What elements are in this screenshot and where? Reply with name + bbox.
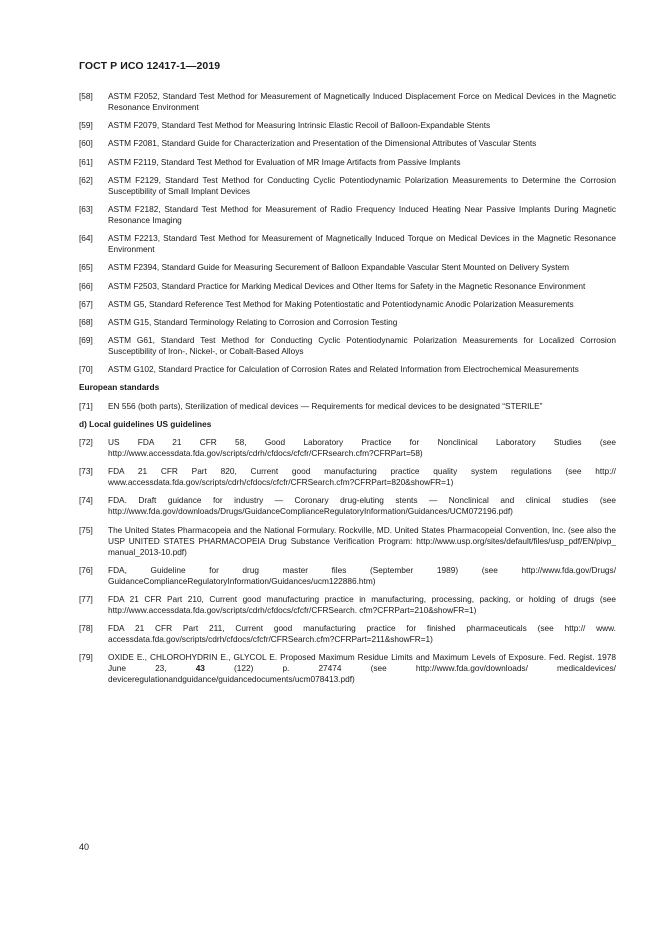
reference-text: FDA 21 CFR Part 211, Current good manufacturing practice for finished pharmaceuticals (see http:// www. accessdata.fda.gov/scripts/cdrh/cfdocs/cfcfr/CFRSearch.cfm?CFRPart=211&showFR=1) [108,623,616,645]
reference-number: [58] [79,91,93,101]
reference-item [79,281,616,292]
reference-item [79,299,616,310]
us-guideline-references [79,437,616,645]
reference-item [79,565,616,587]
reference-text: ASTM F2079, Standard Test Method for Measuring Intrinsic Elastic Recoil of Balloon-Expandable Stents [108,120,491,131]
reference-item [79,91,616,113]
reference-text: ASTM F2081, Standard Guide for Characterization and Presentation of the Dimensional Attributes of Vascular Stents [108,138,537,149]
reference-text: ASTM G5, Standard Reference Test Method for Making Potentiostatic and Potentiodynamic Anodic Polarization Measurements [108,298,574,309]
reference-text: ASTM F2129, Standard Test Method for Conducting Cyclic Potentiodynamic Polarization Measurements to Determine the Corrosion Susceptibility of Small Implant Devices [108,174,616,196]
reference-number: [71] [79,400,93,411]
reference-number: [66] [79,280,93,291]
reference-number: [75] [79,524,93,535]
reference-text: EN 556 (both parts), Sterilization of medical devices — Requirements for medical devices to be designated “STERILE” [108,400,543,411]
reference-item [79,364,616,375]
reference-text-part: OXIDE E., CHLOROHYDRIN E., GLYCOL E. Proposed Maximum Residue Limits and Maximum Levels of Exposure. Fed. Regist. 1978 June 23, [108,652,616,674]
section-heading-european: European standards [79,382,160,393]
reference-text: US FDA 21 CFR 58, Good Laboratory Practice for Nonclinical Laboratory Studies (see http://www.accessdata.fda.gov/scripts/cdrh/cfdocs/cfcfr/CFRsearch.cfm?CFRPart=58) [108,437,616,458]
reference-item [79,204,616,226]
reference-item [79,525,616,558]
reference-text: FDA. Draft guidance for industry — Coronary drug-eluting stents — Nonclinical and clinical studies (see http://www.fda.gov/downloads/Drugs/GuidanceComplianceRegulatoryInformation/Guidances/UCM072196.pdf) [108,495,616,517]
reference-number: [70] [79,364,93,375]
reference-number: [63] [79,203,93,214]
reference-item [79,175,616,197]
reference-item [79,623,616,645]
section-heading-local: d) Local guidelines US guidelines [79,418,212,429]
astm-references [79,91,616,375]
reference-number: [73] [79,466,93,477]
reference-text: ASTM F2394, Standard Guide for Measuring Securement of Balloon Expandable Vascular Stent Mounted on Delivery System [108,262,570,273]
reference-text: FDA 21 CFR Part 820, Current good manufacturing practice quality system regulations (see http:// www.accessdata.fda.gov/scripts/cdrh/cfdocs/cfcfr/CFRSearch.cfm?CFRPart=820&showFR=1) [108,466,616,488]
reference-number: [61] [79,156,93,167]
reference-item [79,466,616,488]
reference-text-part: (122) p. 27474 (see http://www.fda.gov/downloads/ medicaldevices/ deviceregulationandguidance/guidancedocuments/ucm078413.pdf) [108,663,616,685]
reference-number: [69] [79,335,93,346]
reference-item [79,157,616,168]
reference-number: [68] [79,316,93,327]
reference-item [79,233,616,255]
reference-number: [74] [79,495,93,506]
reference-number: [79] [79,652,93,663]
reference-text [108,652,616,685]
reference-number: [65] [79,262,93,273]
reference-text: ASTM F2182, Standard Test Method for Measurement of Radio Frequency Induced Heating Near Passive Implants During Magnetic Resonance Imaging [108,203,616,225]
reference-text: ASTM G102, Standard Practice for Calculation of Corrosion Rates and Related Information from Electrochemical Measurements [108,364,579,375]
page-number: 40 [79,842,90,852]
reference-text: ASTM F2052, Standard Test Method for Measurement of Magnetically Induced Displacement Force on Medical Devices in the Magnetic Resonance Environment [108,91,616,112]
reference-number: [62] [79,174,93,185]
reference-item [79,401,616,412]
reference-number: [72] [79,437,93,447]
reference-item [79,335,616,357]
european-references [79,401,616,412]
reference-item [79,495,616,517]
reference-item [79,317,616,328]
reference-text: ASTM G61, Standard Test Method for Conducting Cyclic Potentiodynamic Polarization Measurements for Localized Corrosion Susceptibility of Iron-, Nickel-, or Cobalt-Based Alloys [108,335,616,357]
reference-number: [77] [79,593,93,604]
reference-text: The United States Pharmacopeia and the National Formulary. Rockville, MD. United States Pharmacopeial Convention, Inc. (see also the USP UNITED STATES PHARMACOPEIA Drug Substance Verification Program: http://www.usp.org/sites/default/files/usp_pdf/EN/pivp_ manual_2013-10.pdf) [108,524,616,557]
reference-text: ASTM F2503, Standard Practice for Marking Medical Devices and Other Items for Safety in the Magnetic Resonance Environment [108,280,586,291]
reference-text: FDA, Guideline for drug master files (September 1989) (see http://www.fda.gov/Drugs/ GuidanceComplianceRegulatoryInformation/Guidances/ucm122886.htm) [108,564,616,586]
reference-text: ASTM F2119, Standard Test Method for Evaluation of MR Image Artifacts from Passive Implants [108,156,461,167]
reference-item [79,437,616,459]
references-list [79,91,616,693]
reference-number: [59] [79,120,93,131]
reference-text: ASTM F2213, Standard Test Method for Measurement of Magnetically Induced Torque on Medical Devices in the Magnetic Resonance Environment [108,233,616,255]
reference-item [79,120,616,131]
reference-number: [78] [79,623,93,634]
reference-text: FDA 21 CFR Part 210, Current good manufacturing practice in manufacturing, processing, packing, or holding of drugs (see http://www.accessdata.fda.gov/scripts/cdrh/cfdocs/cfcfr/CFRSearch. cfm?CFRPart=210&showFR=1) [108,593,616,615]
reference-number: [64] [79,233,93,244]
reference-number: [76] [79,564,93,575]
reference-item [79,262,616,273]
page-header: ГОСТ Р ИСО 12417-1—2019 [79,60,221,72]
reference-number: [60] [79,138,93,149]
reference-item [79,594,616,616]
reference-number: [67] [79,298,93,309]
reference-text: ASTM G15, Standard Terminology Relating to Corrosion and Corrosion Testing [108,316,398,327]
reference-volume: 43 [195,663,205,674]
reference-item [79,138,616,149]
reference-item [79,652,616,685]
